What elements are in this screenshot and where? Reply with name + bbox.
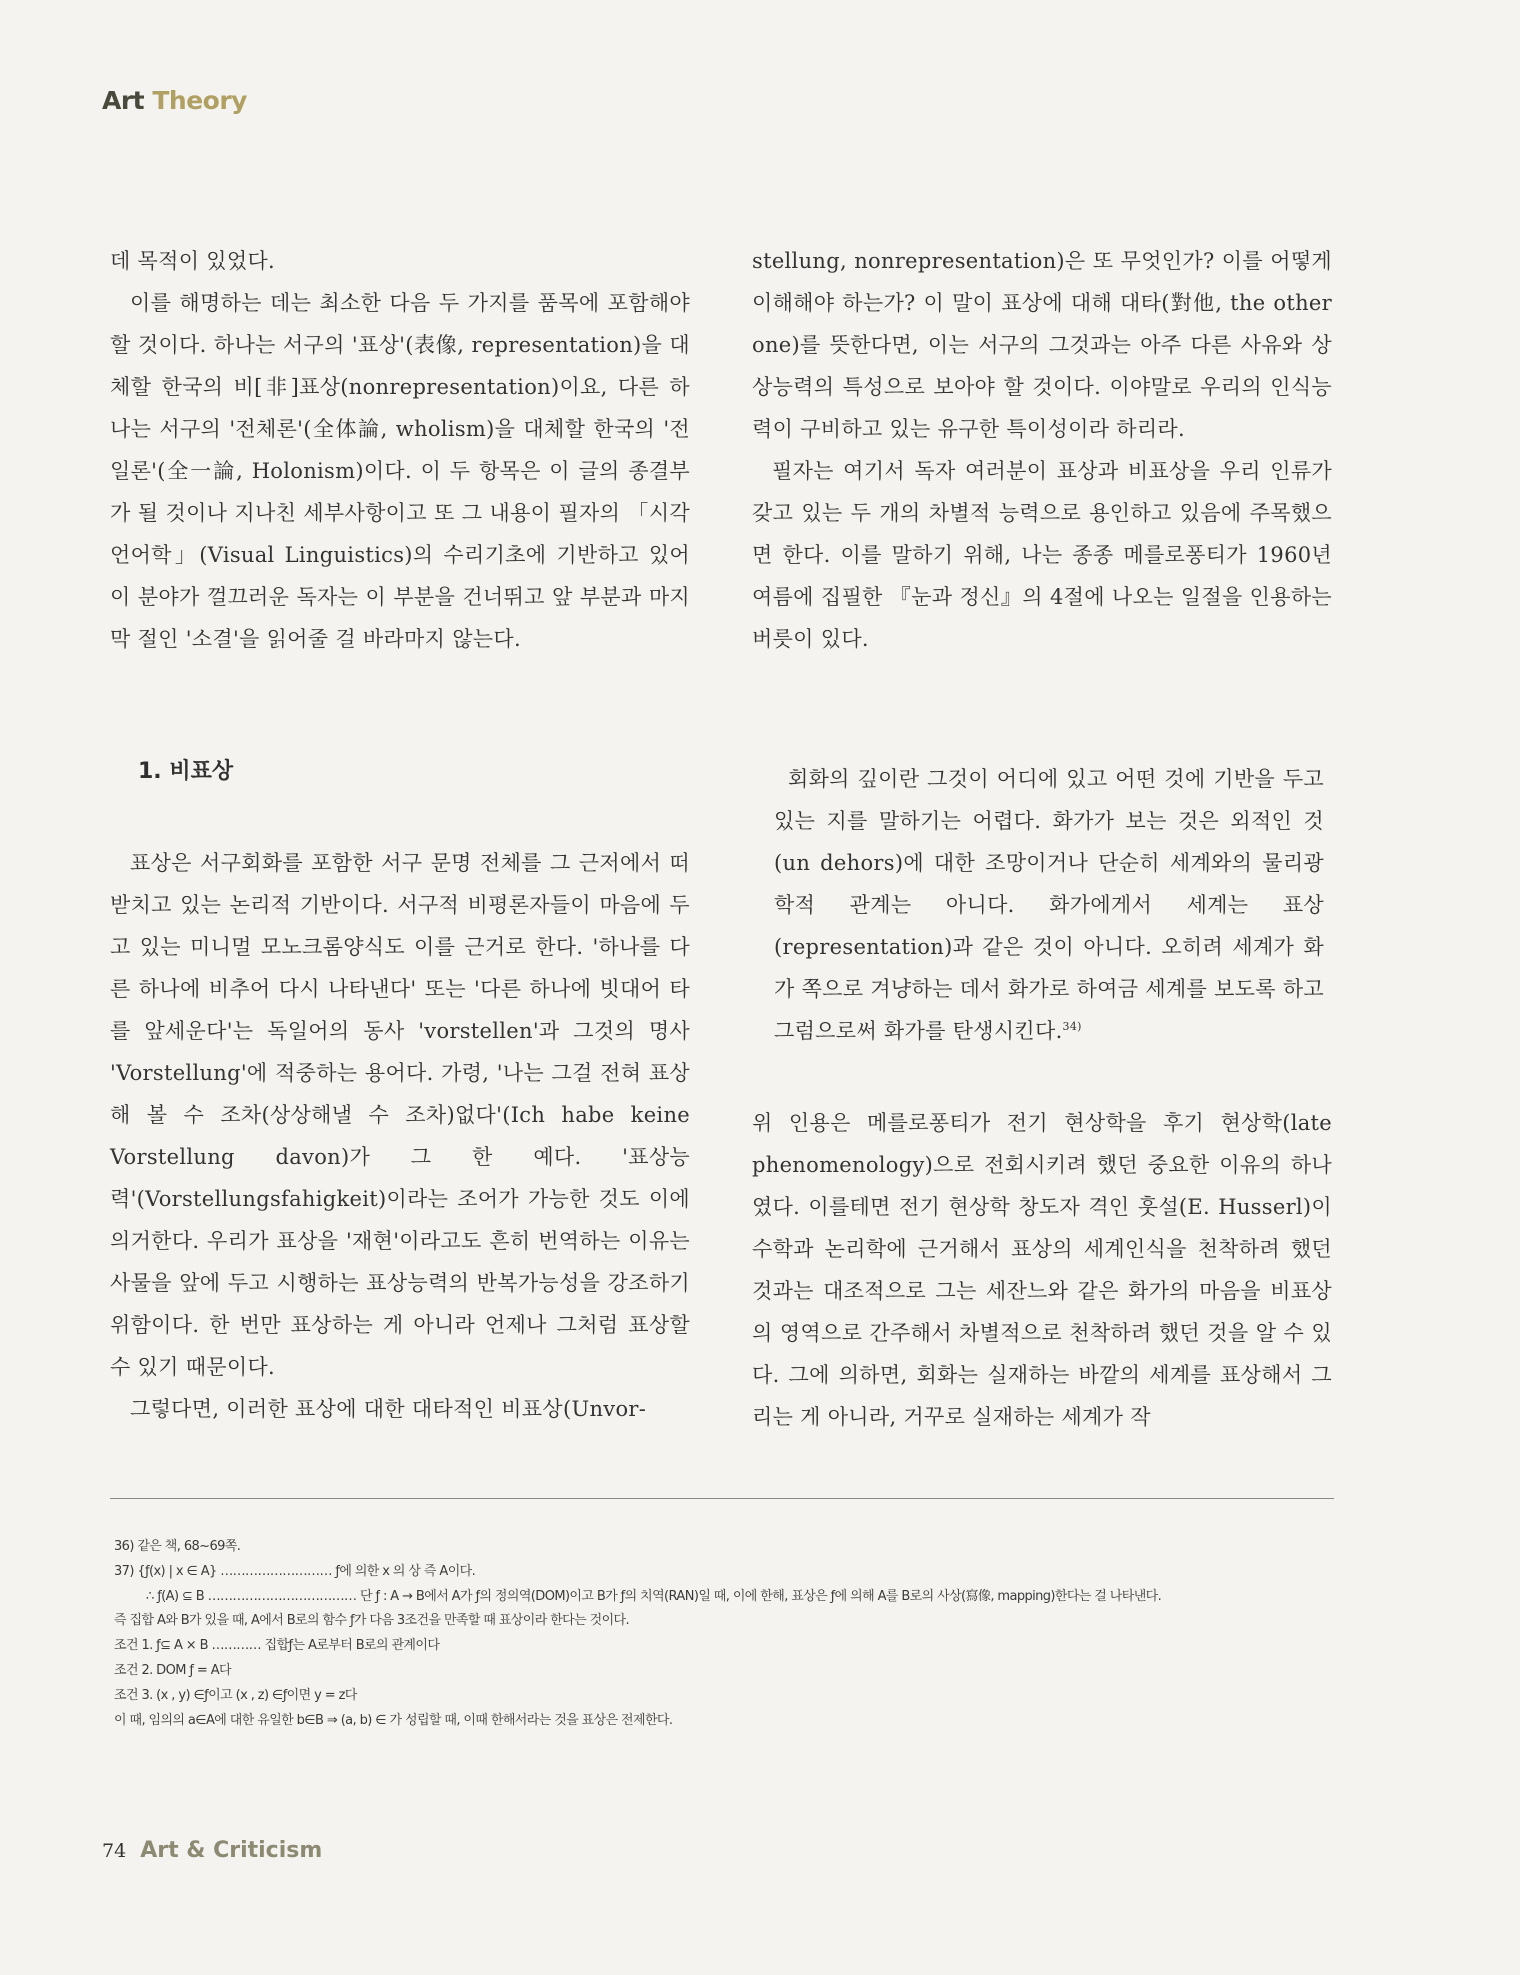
footnote-line: 조건 1. ƒ⊆ A × B ………… 집합ƒ는 A로부터 B로의 관계이다: [114, 1638, 440, 1654]
paragraph: 이를 해명하는 데는 최소한 다음 두 가지를 품목에 포함해야 할 것이다. 하나는 서구의 '표상'(表像, representation)을 대체할 한국의 비[非]표상(nonrepresentation)이요, 다른 하나는 서구의 '전체론'(全体論, wholism)을 대체할 한국의 '전일론'(全一論, Holonism)이다. 이 두 항목은 이 글의 종결부가 될 것이나 지나친 세부사항이고 또 그 내용이 필자의 「시각언어학」(Visual Linguistics)의 수리기초에 기반하고 있어 이 분야가 껄끄러운 독자는 이 부분을 건너뛰고 앞 부분과 마지막 절인 '소결'을 읽어줄 걸 바라마지 않는다.: [110, 291, 690, 651]
footnote-line: 조건 3. (x , y) ∈ƒ이고 (x , z) ∈ƒ이면 y = z다: [114, 1687, 357, 1703]
section-header: [102, 86, 247, 115]
footnote-ref: 34): [1062, 1020, 1082, 1033]
footnote-line: 36) 같은 책, 68~69쪽.: [114, 1539, 241, 1554]
footnote-line: ∴ ƒ(A) ⊆ B ……………………………… 단 ƒ : A → B에서 A가 ƒ의 정의역(DOM)이고 B가 ƒ의 치역(RAN)일 때, 이에 한해, 표상은 ƒ에 의해 A를 B로의 사상(寫像, mapping)한다는 걸 나타낸다.: [146, 1588, 1162, 1604]
page-footer: [102, 1838, 322, 1863]
footnote-line: 37) {ƒ(x) | x ∈ A} ……………………… ƒ에 의한 x 의 상 즉 A이다.: [114, 1563, 476, 1579]
footnote-divider: [110, 1498, 1334, 1499]
right-column-top: [752, 240, 1332, 660]
paragraph: 데 목적이 있었다.: [110, 249, 276, 273]
paragraph: stellung, nonrepresentation)은 또 무엇인가? 이를 어떻게 이해해야 하는가? 이 말이 표상에 대해 대타(對他, the other one)를 뜻한다면, 이는 서구의 그것과는 아주 다른 사유와 상상능력의 특성으로 보아야 할 것이다. 이야말로 우리의 인식능력이 구비하고 있는 유구한 특이성이라 하리라.: [752, 249, 1332, 441]
block-quote: [774, 758, 1324, 1052]
paragraph: 그렇다면, 이러한 표상에 대한 대타적인 비표상(Unvor-: [130, 1397, 647, 1421]
left-column-top: [110, 240, 690, 660]
footnote-line: 즉 집합 A와 B가 있을 때, A에서 B로의 함수 ƒ가 다음 3조건을 만족할 때 표상이라 한다는 것이다.: [114, 1613, 630, 1629]
page-number: 74: [102, 1840, 127, 1862]
left-column-bottom: [110, 842, 690, 1430]
footnotes: [114, 1535, 1344, 1733]
section-title: 1. 비표상: [138, 759, 234, 784]
paragraph: 위 인용은 메를로퐁티가 전기 현상학을 후기 현상학(late phenomenology)으로 전회시키려 했던 중요한 이유의 하나였다. 이를테면 전기 현상학 창도자 격인 훗설(E. Husserl)이 수학과 논리학에 근거해서 표상의 세계인식을 천착하려 했던 것과는 대조적으로 그는 세잔느와 같은 화가의 마음을 비표상의 영역으로 간주해서 차별적으로 천착하려 했던 것을 알 수 있다. 그에 의하면, 회화는 실재하는 바깥의 세계를 표상해서 그리는 게 아니라, 거꾸로 실재하는 세계가 작: [752, 1111, 1332, 1429]
footnote-line: 이 때, 임의의 a∈A에 대한 유일한 b∈B ⇒ (a, b) ∈ 가 성립할 때, 이때 한해서라는 것을 표상은 전제한다.: [114, 1712, 673, 1728]
header-word-art: Art: [102, 86, 145, 115]
right-column-bottom: [752, 1102, 1332, 1438]
paragraph: 표상은 서구회화를 포함한 서구 문명 전체를 그 근저에서 떠받치고 있는 논리적 기반이다. 서구적 비평론자들이 마음에 두고 있는 미니멀 모노크롬양식도 이를 근거로 한다. '하나를 다른 하나에 비추어 다시 나타낸다' 또는 '다른 하나에 빗대어 타를 앞세운다'는 독일어의 동사 'vorstellen'과 그것의 명사 'Vorstellung'에 적중하는 용어다. 가령, '나는 그걸 전혀 표상해 볼 수 조차(상상해낼 수 조차)없다'(Ich habe keine Vorstellung davon)가 그 한 예다. '표상능력'(Vorstellungsfahigkeit)이라는 조어가 가능한 것도 이에 의거한다. 우리가 표상을 '재현'이라고도 흔히 번역하는 이유는 사물을 앞에 두고 시행하는 표상능력의 반복가능성을 강조하기 위함이다. 한 번만 표상하는 게 아니라 언제나 그처럼 표상할 수 있기 때문이다.: [110, 851, 690, 1379]
magazine-name: Art & Criticism: [140, 1838, 323, 1863]
footnote-line: 조건 2. DOM ƒ = A다: [114, 1662, 231, 1678]
paragraph: 필자는 여기서 독자 여러분이 표상과 비표상을 우리 인류가 갖고 있는 두 개의 차별적 능력으로 용인하고 있음에 주목했으면 한다. 이를 말하기 위해, 나는 종종 메를로퐁티가 1960년 여름에 집필한 『눈과 정신』의 4절에 나오는 일절을 인용하는 버릇이 있다.: [752, 459, 1332, 651]
header-word-theory: Theory: [152, 86, 247, 115]
quote-text: 회화의 깊이란 그것이 어디에 있고 어떤 것에 기반을 두고 있는 지를 말하기는 어렵다. 화가가 보는 것은 외적인 것(un dehors)에 대한 조망이거나 단순히 세계와의 물리광학적 관계는 아니다. 화가에게서 세계는 표상(representation)과 같은 것이 아니다. 오히려 세계가 화가 쪽으로 겨냥하는 데서 화가로 하여금 세계를 보도록 하고 그럼으로써 화가를 탄생시킨다.: [774, 767, 1324, 1043]
